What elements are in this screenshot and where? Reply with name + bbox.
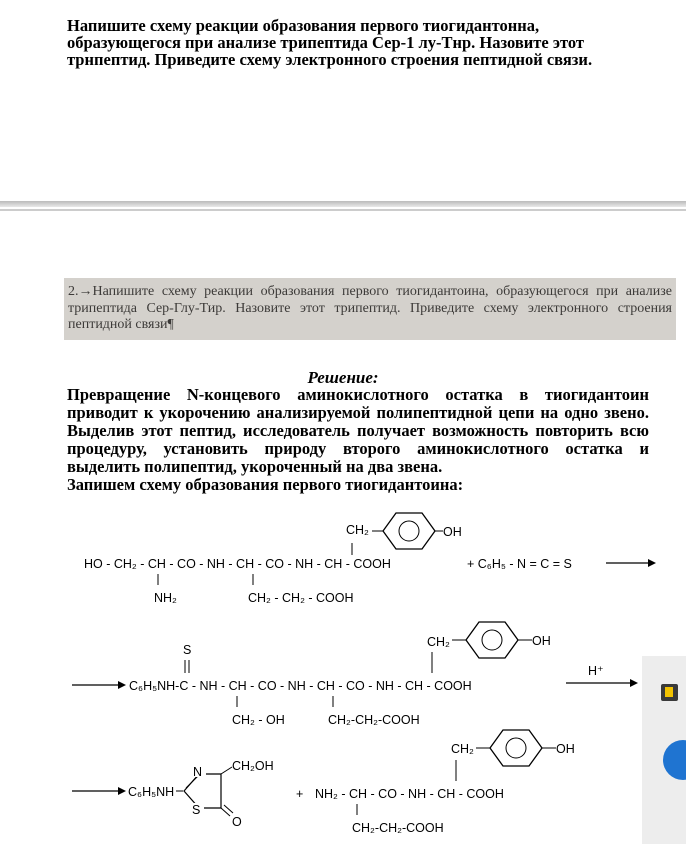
r2-sulfur: S (183, 643, 192, 657)
r3-oxygen: O (232, 815, 242, 829)
reaction-1 (84, 513, 656, 605)
r3-plus: + (296, 787, 304, 801)
r3-ch2: CH₂ (451, 742, 474, 756)
r3-phenylamino: C₆H₅NH (128, 785, 175, 799)
r1-ch2: CH₂ (346, 523, 369, 537)
r2-acid: H⁺ (588, 664, 604, 678)
page-separator (0, 201, 686, 207)
r2-ch2: CH₂ (427, 635, 450, 649)
r2-glu-side: CH₂-CH₂-COOH (328, 713, 420, 727)
r3-ch2oh: CH₂OH (232, 759, 274, 773)
r1-main-chain: HO - CH₂ - CH - CO - NH - CH - CO - NH - CH - COOH (84, 557, 391, 571)
r3-ring-s: S (192, 803, 201, 817)
r2-ser-side: CH₂ - OH (232, 713, 285, 727)
r2-main-chain: C₆H₅NH-C - NH - CH - CO - NH - CH - CO - NH - CH - COOH (129, 679, 472, 693)
r1-glu-side: CH₂ - CH₂ - COOH (248, 591, 354, 605)
reaction-3 (72, 730, 575, 835)
r1-oh: OH (443, 525, 462, 539)
r3-ring-n: N (193, 765, 203, 779)
r3-glu-side: CH₂-CH₂-COOH (352, 821, 444, 835)
r2-benzene-ring (466, 622, 518, 658)
reaction-2 (72, 622, 638, 727)
r3-dipeptide: NH₂ - CH - CO - NH - CH - COOH (315, 787, 504, 801)
solution-heading: Решение: (307, 368, 379, 387)
r1-reagent: + C₆H₅ - N = C = S (467, 557, 572, 571)
question-text: Напишите схему реакции образования первого тиогидантонна, образующегося при анализе трипептида Сер-1 лу-Тнр. Назовите этот трнпептид. Приведите схему электронного строения пептидной связи. (67, 16, 593, 69)
solution-paragraph: Превращение N-концевого аминокислотного остатка в тиогидантоин приводит к укорочению анализируемой полипептидной цепи на одно звено. Выделив этот пептид, исследователь получает возможность повторить всю процедуру, установить природу второго аминокислотного остатка и выделить полипептид, укороченный на два звена. (67, 385, 649, 476)
page-separator-line (0, 209, 686, 211)
solution-body (67, 386, 649, 494)
r3-thiohydantoin-ring (184, 774, 221, 808)
scheme-intro: Запишем схему образования первого тиогидантоина: (67, 475, 464, 494)
r3-oh: OH (556, 742, 575, 756)
sticky-note-icon[interactable] (661, 684, 678, 701)
r1-nh2: NH₂ (154, 591, 177, 605)
reaction-scheme (0, 500, 686, 844)
photo-question: 2.→Напишите схему реакции образования первого тиогидантоина, образующегося при анализе трипептида Сер-Глу-Тир. Назовите этот трипептид. Приведите схему электронного строения пептидной связи¶ (64, 278, 676, 340)
r2-oh: OH (532, 634, 551, 648)
r3-benzene-ring (490, 730, 542, 766)
r1-benzene-ring (383, 513, 435, 549)
